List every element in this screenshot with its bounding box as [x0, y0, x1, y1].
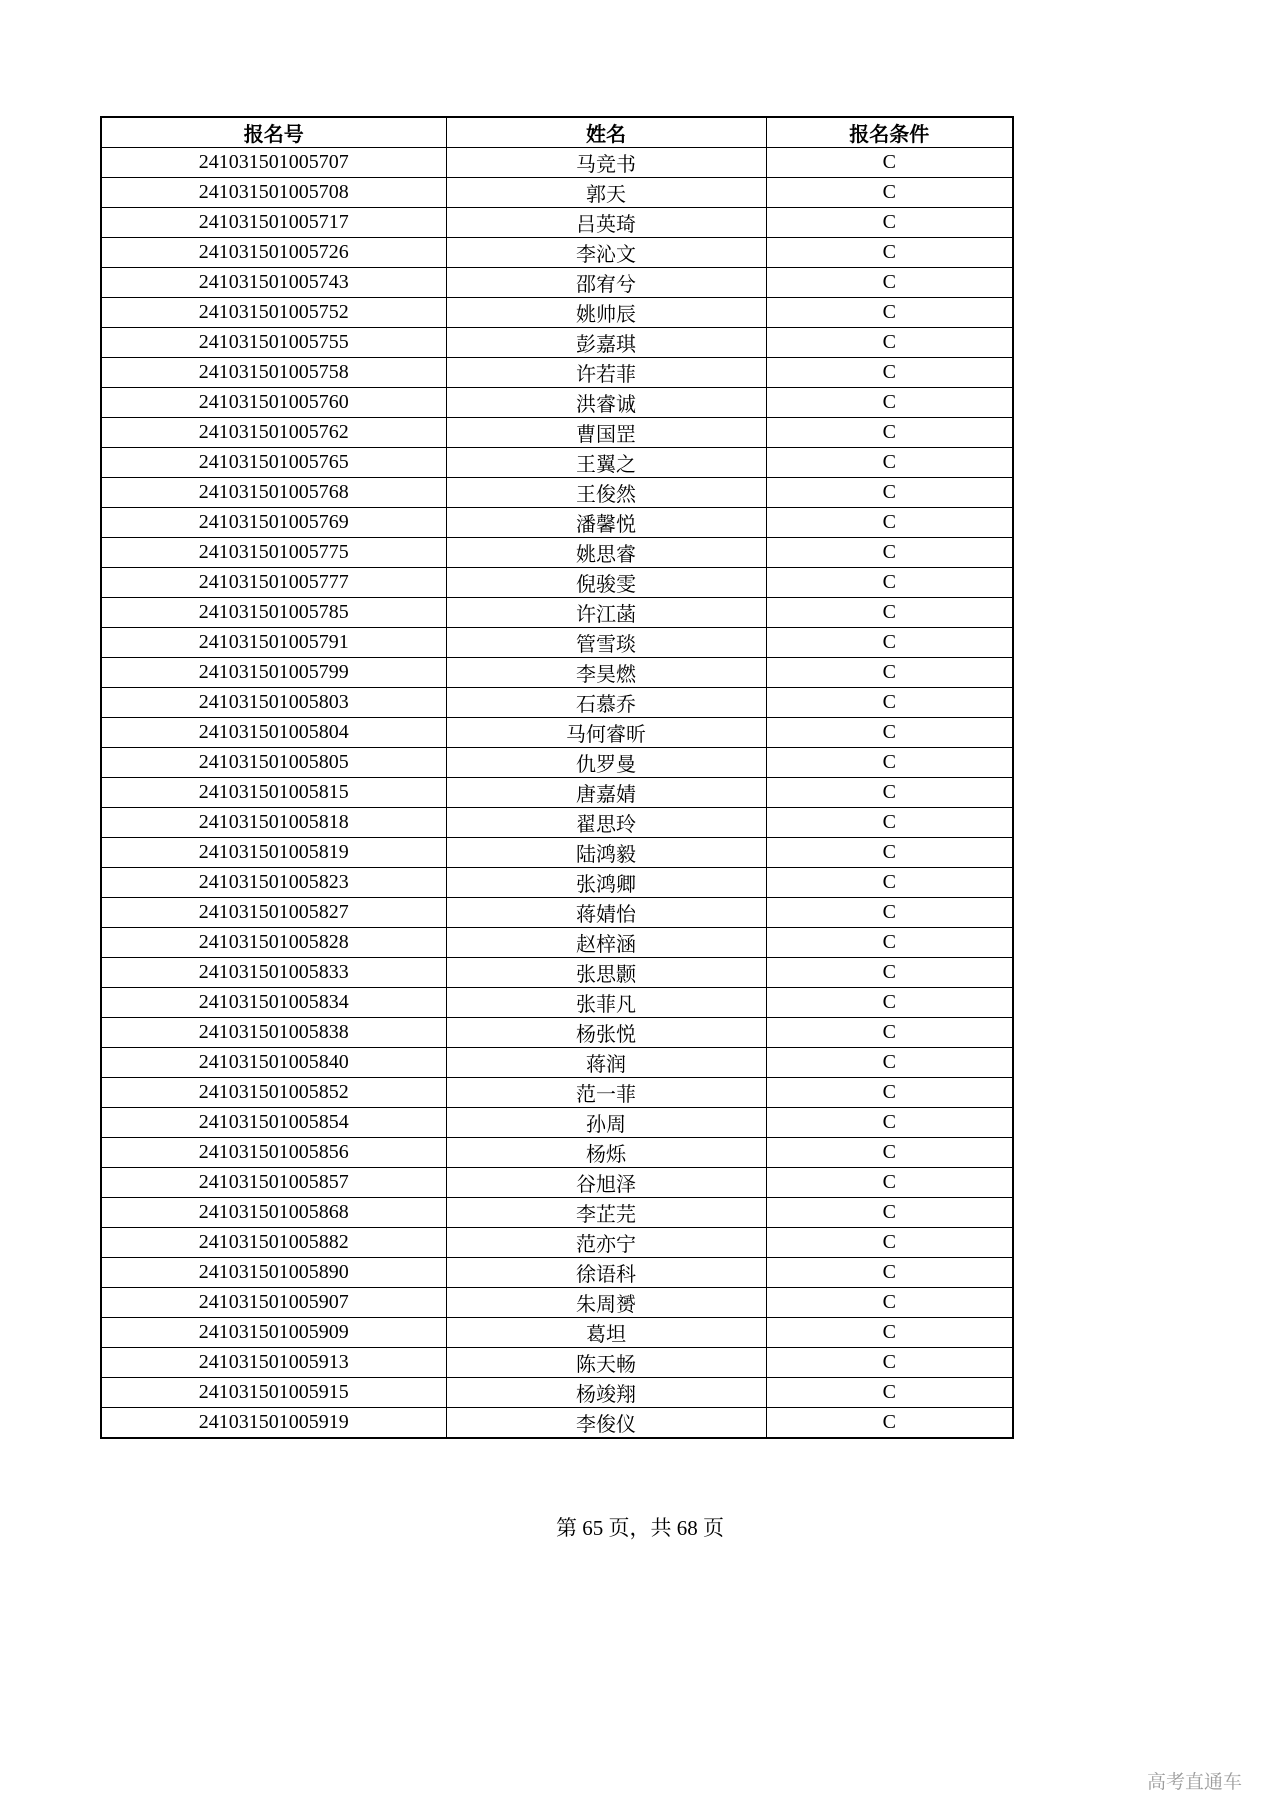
name-cell: 葛坦 — [446, 1318, 766, 1348]
table-header — [101, 117, 1013, 148]
table-row — [101, 898, 1013, 928]
condition-cell: C — [766, 1408, 1013, 1439]
registration-number-cell: 241031501005755 — [101, 328, 446, 358]
name-cell: 曹国罡 — [446, 418, 766, 448]
condition-cell: C — [766, 298, 1013, 328]
registration-number-cell: 241031501005913 — [101, 1348, 446, 1378]
name-cell: 姚思睿 — [446, 538, 766, 568]
condition-cell: C — [766, 1258, 1013, 1288]
registration-number-cell: 241031501005815 — [101, 778, 446, 808]
registration-number-cell: 241031501005907 — [101, 1288, 446, 1318]
table-row — [101, 1318, 1013, 1348]
condition-cell: C — [766, 958, 1013, 988]
condition-cell: C — [766, 1198, 1013, 1228]
registration-number-cell: 241031501005777 — [101, 568, 446, 598]
registration-number-cell: 241031501005823 — [101, 868, 446, 898]
name-cell: 潘馨悦 — [446, 508, 766, 538]
table-row — [101, 178, 1013, 208]
table-row — [101, 1108, 1013, 1138]
table-row — [101, 1048, 1013, 1078]
registration-number-cell: 241031501005775 — [101, 538, 446, 568]
name-cell: 管雪琰 — [446, 628, 766, 658]
table-row — [101, 838, 1013, 868]
table-row — [101, 628, 1013, 658]
name-cell: 蒋婧怡 — [446, 898, 766, 928]
name-cell: 李昊燃 — [446, 658, 766, 688]
table-row — [101, 1258, 1013, 1288]
table-row — [101, 508, 1013, 538]
name-cell: 范一菲 — [446, 1078, 766, 1108]
condition-cell: C — [766, 1168, 1013, 1198]
registration-number-cell: 241031501005818 — [101, 808, 446, 838]
condition-cell: C — [766, 1138, 1013, 1168]
registration-table — [100, 116, 1014, 1439]
condition-cell: C — [766, 808, 1013, 838]
registration-number-cell: 241031501005919 — [101, 1408, 446, 1439]
table-row — [101, 868, 1013, 898]
table-row — [101, 1288, 1013, 1318]
registration-number-cell: 241031501005803 — [101, 688, 446, 718]
page-number-footer: 第 65 页，共 68 页 — [556, 1516, 724, 1540]
condition-cell: C — [766, 1228, 1013, 1258]
table-row — [101, 238, 1013, 268]
registration-number-cell: 241031501005852 — [101, 1078, 446, 1108]
name-cell: 范亦宁 — [446, 1228, 766, 1258]
registration-number-cell: 241031501005758 — [101, 358, 446, 388]
name-cell: 王俊然 — [446, 478, 766, 508]
condition-cell: C — [766, 658, 1013, 688]
name-cell: 姚帅辰 — [446, 298, 766, 328]
table-row — [101, 1198, 1013, 1228]
registration-number-cell: 241031501005760 — [101, 388, 446, 418]
name-cell: 谷旭泽 — [446, 1168, 766, 1198]
table-row — [101, 688, 1013, 718]
name-cell: 王翼之 — [446, 448, 766, 478]
registration-number-cell: 241031501005805 — [101, 748, 446, 778]
name-cell: 唐嘉婧 — [446, 778, 766, 808]
condition-cell: C — [766, 838, 1013, 868]
name-cell: 蒋润 — [446, 1048, 766, 1078]
condition-cell: C — [766, 508, 1013, 538]
name-cell: 邵宥兮 — [446, 268, 766, 298]
table-row — [101, 568, 1013, 598]
condition-cell: C — [766, 688, 1013, 718]
name-cell: 仇罗曼 — [446, 748, 766, 778]
condition-cell: C — [766, 628, 1013, 658]
registration-number-cell: 241031501005707 — [101, 148, 446, 178]
table-row — [101, 1168, 1013, 1198]
registration-number-cell: 241031501005804 — [101, 718, 446, 748]
name-cell: 张鸿卿 — [446, 868, 766, 898]
name-cell: 杨竣翔 — [446, 1378, 766, 1408]
table-row — [101, 658, 1013, 688]
condition-cell: C — [766, 178, 1013, 208]
table-row — [101, 778, 1013, 808]
registration-number-cell: 241031501005868 — [101, 1198, 446, 1228]
table-body — [101, 148, 1013, 1439]
condition-cell: C — [766, 1288, 1013, 1318]
name-cell: 徐语科 — [446, 1258, 766, 1288]
condition-cell: C — [766, 1078, 1013, 1108]
name-cell: 倪骏雯 — [446, 568, 766, 598]
table-row — [101, 388, 1013, 418]
table-row — [101, 418, 1013, 448]
registration-number-cell: 241031501005768 — [101, 478, 446, 508]
name-cell: 郭天 — [446, 178, 766, 208]
name-cell: 洪睿诚 — [446, 388, 766, 418]
registration-number-cell: 241031501005827 — [101, 898, 446, 928]
registration-number-cell: 241031501005909 — [101, 1318, 446, 1348]
header-registration-number: 报名号 — [101, 117, 446, 148]
table-row — [101, 268, 1013, 298]
registration-number-cell: 241031501005854 — [101, 1108, 446, 1138]
table-row — [101, 1378, 1013, 1408]
registration-number-cell: 241031501005765 — [101, 448, 446, 478]
registration-number-cell: 241031501005799 — [101, 658, 446, 688]
name-cell: 石慕乔 — [446, 688, 766, 718]
condition-cell: C — [766, 568, 1013, 598]
registration-number-cell: 241031501005708 — [101, 178, 446, 208]
condition-cell: C — [766, 358, 1013, 388]
condition-cell: C — [766, 898, 1013, 928]
table-row — [101, 448, 1013, 478]
table-row — [101, 478, 1013, 508]
registration-number-cell: 241031501005785 — [101, 598, 446, 628]
table-header-row — [101, 117, 1013, 148]
condition-cell: C — [766, 538, 1013, 568]
table-row — [101, 358, 1013, 388]
name-cell: 李俊仪 — [446, 1408, 766, 1439]
condition-cell: C — [766, 868, 1013, 898]
condition-cell: C — [766, 1378, 1013, 1408]
name-cell: 杨张悦 — [446, 1018, 766, 1048]
name-cell: 陈天畅 — [446, 1348, 766, 1378]
name-cell: 马竞书 — [446, 148, 766, 178]
condition-cell: C — [766, 988, 1013, 1018]
name-cell: 赵梓涵 — [446, 928, 766, 958]
condition-cell: C — [766, 478, 1013, 508]
name-cell: 张思颢 — [446, 958, 766, 988]
condition-cell: C — [766, 598, 1013, 628]
header-condition: 报名条件 — [766, 117, 1013, 148]
condition-cell: C — [766, 778, 1013, 808]
name-cell: 马何睿昕 — [446, 718, 766, 748]
registration-number-cell: 241031501005882 — [101, 1228, 446, 1258]
condition-cell: C — [766, 388, 1013, 418]
registration-number-cell: 241031501005890 — [101, 1258, 446, 1288]
condition-cell: C — [766, 718, 1013, 748]
watermark-text: 高考直通车 — [1146, 1772, 1242, 1793]
registration-number-cell: 241031501005819 — [101, 838, 446, 868]
condition-cell: C — [766, 328, 1013, 358]
registration-number-cell: 241031501005840 — [101, 1048, 446, 1078]
table-row — [101, 1018, 1013, 1048]
condition-cell: C — [766, 928, 1013, 958]
table-row — [101, 1228, 1013, 1258]
registration-number-cell: 241031501005838 — [101, 1018, 446, 1048]
condition-cell: C — [766, 448, 1013, 478]
table-row — [101, 598, 1013, 628]
registration-number-cell: 241031501005915 — [101, 1378, 446, 1408]
name-cell: 张菲凡 — [446, 988, 766, 1018]
table-row — [101, 1348, 1013, 1378]
registration-number-cell: 241031501005752 — [101, 298, 446, 328]
registration-number-cell: 241031501005726 — [101, 238, 446, 268]
name-cell: 翟思玲 — [446, 808, 766, 838]
condition-cell: C — [766, 1348, 1013, 1378]
table-row — [101, 1138, 1013, 1168]
registration-number-cell: 241031501005717 — [101, 208, 446, 238]
name-cell: 孙周 — [446, 1108, 766, 1138]
condition-cell: C — [766, 1018, 1013, 1048]
condition-cell: C — [766, 418, 1013, 448]
condition-cell: C — [766, 748, 1013, 778]
condition-cell: C — [766, 1048, 1013, 1078]
table-row — [101, 988, 1013, 1018]
table-row — [101, 958, 1013, 988]
registration-number-cell: 241031501005856 — [101, 1138, 446, 1168]
name-cell: 李芷芫 — [446, 1198, 766, 1228]
condition-cell: C — [766, 1108, 1013, 1138]
table-row — [101, 208, 1013, 238]
registration-number-cell: 241031501005762 — [101, 418, 446, 448]
condition-cell: C — [766, 238, 1013, 268]
table-row — [101, 928, 1013, 958]
table-row — [101, 808, 1013, 838]
name-cell: 杨烁 — [446, 1138, 766, 1168]
header-name: 姓名 — [446, 117, 766, 148]
table-row — [101, 148, 1013, 178]
registration-number-cell: 241031501005743 — [101, 268, 446, 298]
table-row — [101, 1408, 1013, 1439]
name-cell: 许若菲 — [446, 358, 766, 388]
name-cell: 彭嘉琪 — [446, 328, 766, 358]
table-row — [101, 748, 1013, 778]
table-row — [101, 328, 1013, 358]
condition-cell: C — [766, 268, 1013, 298]
condition-cell: C — [766, 1318, 1013, 1348]
registration-number-cell: 241031501005791 — [101, 628, 446, 658]
table-row — [101, 298, 1013, 328]
registration-number-cell: 241031501005828 — [101, 928, 446, 958]
name-cell: 许江菡 — [446, 598, 766, 628]
registration-number-cell: 241031501005833 — [101, 958, 446, 988]
table-row — [101, 1078, 1013, 1108]
name-cell: 李沁文 — [446, 238, 766, 268]
table-row — [101, 718, 1013, 748]
registration-number-cell: 241031501005834 — [101, 988, 446, 1018]
name-cell: 吕英琦 — [446, 208, 766, 238]
name-cell: 朱周赟 — [446, 1288, 766, 1318]
registration-number-cell: 241031501005769 — [101, 508, 446, 538]
table-row — [101, 538, 1013, 568]
condition-cell: C — [766, 148, 1013, 178]
condition-cell: C — [766, 208, 1013, 238]
registration-number-cell: 241031501005857 — [101, 1168, 446, 1198]
name-cell: 陆鸿毅 — [446, 838, 766, 868]
